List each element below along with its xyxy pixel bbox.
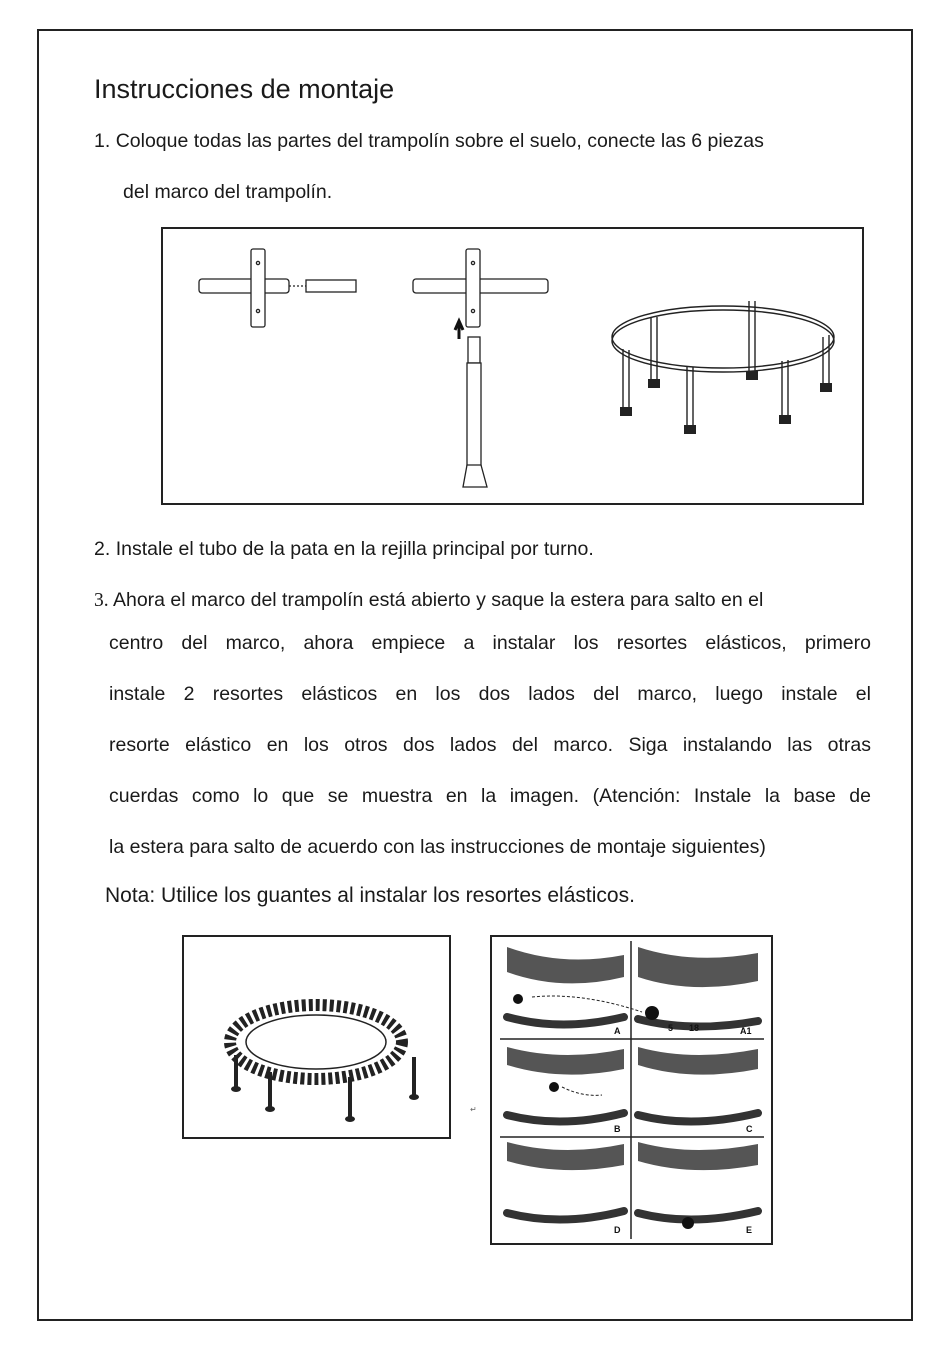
spring-install-figure: [490, 935, 773, 1245]
step-3-line-5: cuerdas como lo que se muestra en la imagen. (Atención: Instale la base de: [109, 785, 871, 807]
trampoline-illustration: [184, 937, 449, 1137]
step-3-text: Ahora el marco del trampolín está abierto y saque la estera para salto en el: [112, 589, 764, 611]
step-2-text: Instale el tubo de la pata en la rejilla principal por turno.: [115, 538, 594, 560]
panel-label-b: B: [614, 1124, 621, 1134]
gloves-note: Nota: Utilice los guantes al instalar los resortes elásticos.: [105, 884, 635, 907]
step-3-number: 3.: [94, 590, 109, 611]
step-1-text: Coloque todas las partes del trampolín sobre el suelo, conecte las 6 piezas: [115, 130, 764, 152]
step-1-number: 1.: [94, 130, 111, 152]
step-2: [94, 538, 594, 561]
a1-number-18: 18: [689, 1023, 700, 1033]
frame-assembly-figure: [161, 227, 864, 505]
panel-label-a1: A1: [740, 1026, 752, 1036]
step-2-number: 2.: [94, 538, 111, 560]
step-3-line-2: centro del marco, ahora empiece a instalar los resortes elásticos, primero: [109, 632, 871, 654]
panel-label-a: A: [614, 1026, 621, 1036]
return-mark: ↵: [470, 1105, 477, 1114]
step-1-line-1: [94, 130, 764, 153]
step-3-line-3: instale 2 resortes elásticos en los dos lados del marco, luego instale el: [109, 683, 871, 705]
spring-install-illustration: [492, 937, 771, 1243]
step-1-line-2: del marco del trampolín.: [123, 181, 333, 203]
step-3-line-4: resorte elástico en los otros dos lados del marco. Siga instalando las otras: [109, 734, 871, 756]
step-3-line-1: [94, 589, 763, 612]
panel-label-c: C: [746, 1124, 753, 1134]
panel-label-e: E: [746, 1225, 753, 1235]
page-title: Instrucciones de montaje: [94, 74, 395, 104]
frame-assembly-illustration: [163, 229, 862, 503]
panel-label-d: D: [614, 1225, 621, 1235]
step-3-line-6: la estera para salto de acuerdo con las instrucciones de montaje siguientes): [109, 836, 766, 858]
a1-number-5: 5: [668, 1023, 674, 1033]
trampoline-figure: [182, 935, 451, 1139]
page-border: [37, 29, 913, 1321]
